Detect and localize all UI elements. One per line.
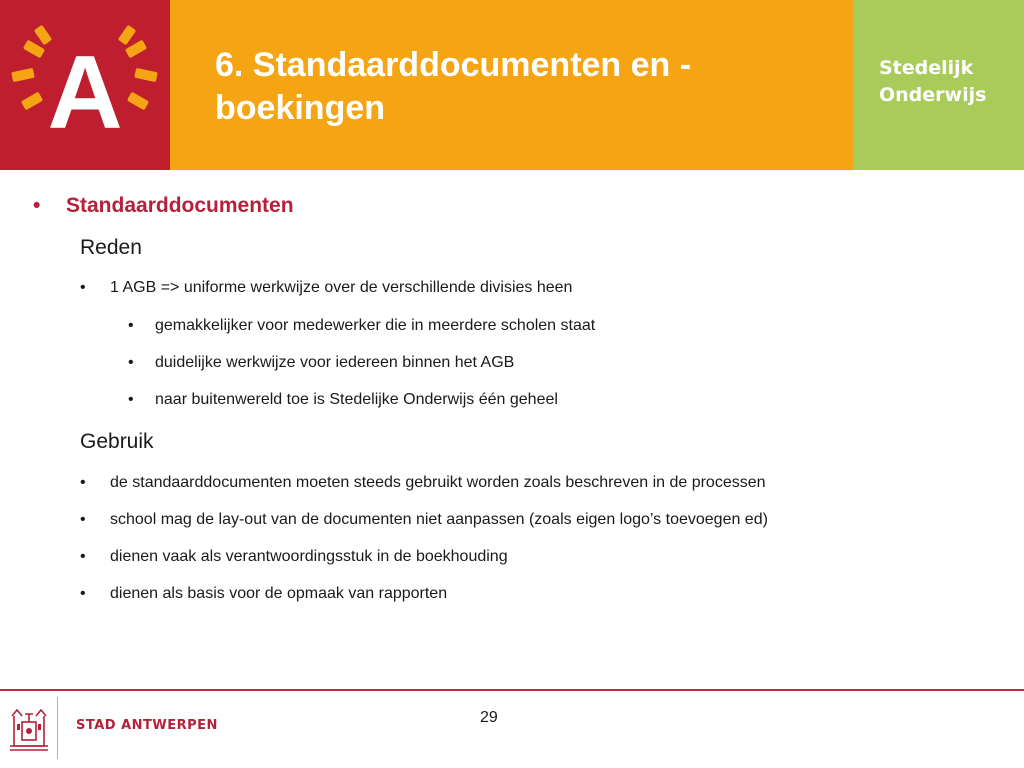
bullet: • <box>33 194 41 217</box>
list-item-text: school mag de lay-out van de documenten niet aanpassen (zoals eigen logo’s toevoegen ed) <box>110 511 768 528</box>
sub-list-item-text: gemakkelijker voor medewerker die in meerdere scholen staat <box>155 317 596 334</box>
logo-letter: A <box>47 35 123 151</box>
slide-header <box>0 0 1024 170</box>
subheading-reden: Reden <box>80 236 142 259</box>
brand-line-2: Onderwijs <box>879 84 987 106</box>
city-name: STAD ANTWERPEN <box>76 718 218 733</box>
bullet: • <box>80 474 86 491</box>
city-crest-icon <box>8 702 50 754</box>
list-item-text: de standaarddocumenten moeten steeds gebruikt worden zoals beschreven in de processen <box>110 474 766 491</box>
footer-divider <box>57 697 58 759</box>
slide-title: 6. Standaarddocumenten en - boekingen <box>215 46 692 127</box>
bullet: • <box>128 391 134 408</box>
bullet: • <box>128 354 134 371</box>
brand-line-1: Stedelijk <box>879 57 974 79</box>
sub-list-item-text: naar buitenwereld toe is Stedelijke Onderwijs één geheel <box>155 391 558 408</box>
brand-banner <box>853 0 1024 170</box>
title-banner <box>170 0 853 170</box>
list-item-text: 1 AGB => uniforme werkwijze over de verschillende divisies heen <box>110 279 573 296</box>
subheading-gebruik: Gebruik <box>80 430 154 453</box>
list-item-text: dienen vaak als verantwoordingsstuk in de boekhouding <box>110 548 508 565</box>
brand-logo <box>879 55 986 109</box>
bullet: • <box>128 317 134 334</box>
section-heading: Standaarddocumenten <box>66 194 294 217</box>
bullet: • <box>80 585 86 602</box>
sub-list-item-text: duidelijke werkwijze voor iedereen binnen het AGB <box>155 354 515 371</box>
bullet: • <box>80 279 86 296</box>
antwerp-a-logo <box>0 0 170 170</box>
footer-rule <box>0 689 1024 691</box>
list-item-text: dienen als basis voor de opmaak van rapporten <box>110 585 448 602</box>
page-number: 29 <box>480 709 498 726</box>
bullet: • <box>80 548 86 565</box>
a-logo-icon <box>0 0 170 170</box>
bullet: • <box>80 511 86 528</box>
